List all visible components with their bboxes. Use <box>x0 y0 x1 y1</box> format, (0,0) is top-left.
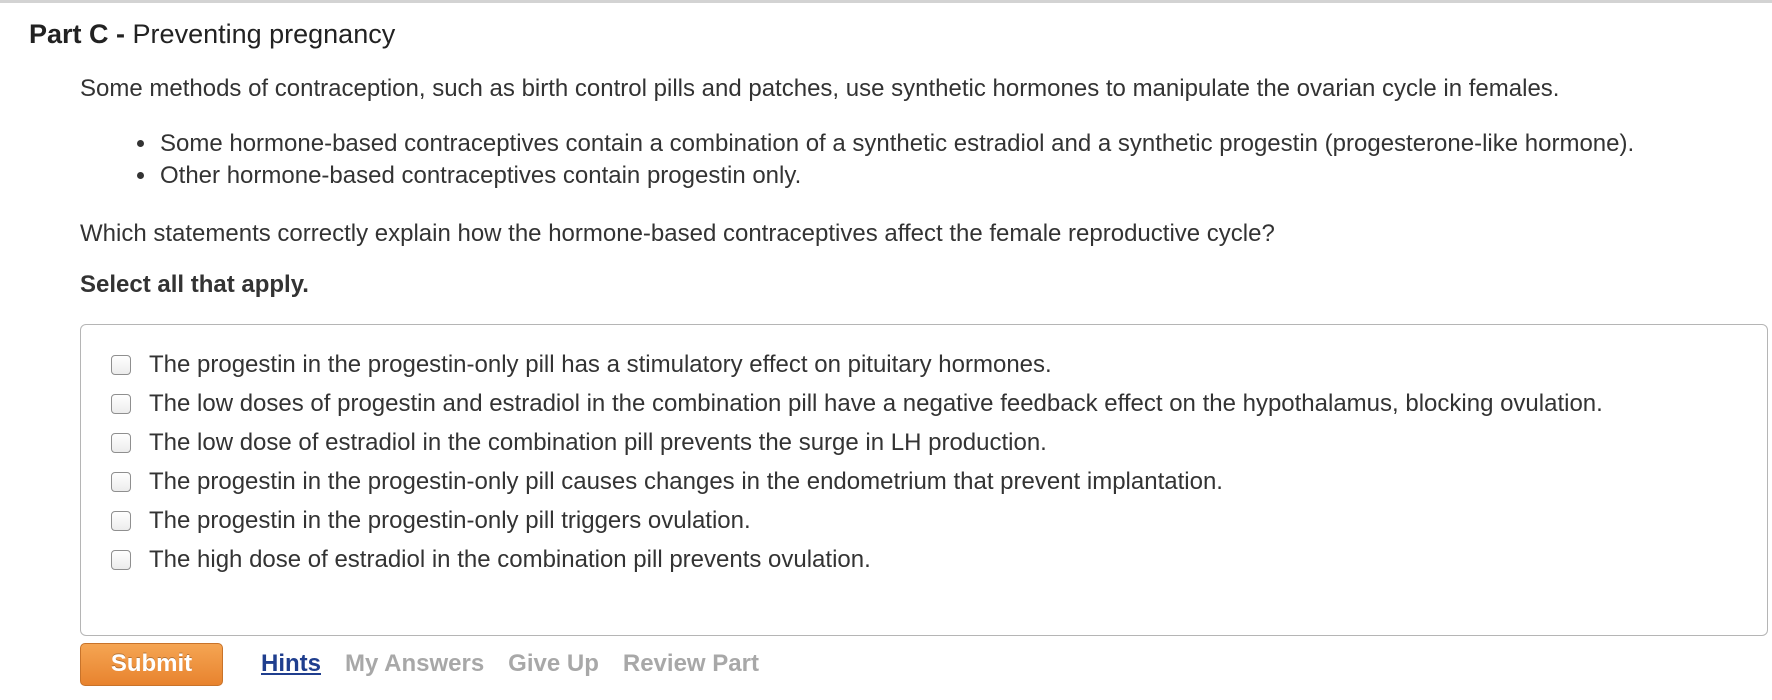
option-label: The progestin in the progestin-only pill has a stimulatory effect on pituitary hormones. <box>149 351 1052 378</box>
option-checkbox[interactable] <box>111 472 131 492</box>
option-checkbox[interactable] <box>111 394 131 414</box>
answer-option[interactable] <box>111 503 751 539</box>
review-part-link: Review Part <box>622 650 759 677</box>
intro-text: Some methods of contraception, such as birth control pills and patches, use synthetic hormones to manipulate the ovarian cycle in females. <box>80 75 1560 102</box>
option-checkbox[interactable] <box>111 433 131 453</box>
question-content <box>80 70 1770 301</box>
answer-option[interactable] <box>111 386 1603 422</box>
option-label: The high dose of estradiol in the combination pill prevents ovulation. <box>149 546 871 573</box>
option-label: The low dose of estradiol in the combination pill prevents the surge in LH production. <box>149 429 1047 456</box>
bullet-item: • Other hormone-based contraceptives contain progestin only. <box>158 160 1770 192</box>
part-header <box>29 18 395 50</box>
answer-option[interactable] <box>111 425 1047 461</box>
answer-option[interactable] <box>111 464 1223 500</box>
part-title: Preventing pregnancy <box>132 19 396 49</box>
option-checkbox[interactable] <box>111 355 131 375</box>
question-text: Which statements correctly explain how the hormone-based contraceptives affect the female reproductive cycle? <box>80 220 1275 247</box>
answer-options-box <box>80 324 1768 636</box>
bullet-list <box>80 128 1770 192</box>
option-checkbox[interactable] <box>111 511 131 531</box>
option-label: The progestin in the progestin-only pill triggers ovulation. <box>149 507 751 534</box>
answer-option[interactable] <box>111 347 1052 383</box>
top-divider <box>0 0 1772 3</box>
my-answers-link: My Answers <box>345 650 485 677</box>
answer-option[interactable] <box>111 542 871 578</box>
give-up-link: Give Up <box>508 650 599 677</box>
hints-link[interactable]: Hints <box>261 650 321 677</box>
bullet-item: • Some hormone-based contraceptives contain a combination of a synthetic estradiol and a synthetic progestin (progesterone-like hormone). <box>158 128 1770 160</box>
part-label: Part C - <box>29 19 126 49</box>
instruction-text: Select all that apply. <box>80 271 309 298</box>
submit-button[interactable]: Submit <box>80 643 223 686</box>
option-checkbox[interactable] <box>111 550 131 570</box>
option-label: The progestin in the progestin-only pill causes changes in the endometrium that prevent implantation. <box>149 468 1223 495</box>
option-label: The low doses of progestin and estradiol in the combination pill have a negative feedback effect on the hypothalamus, blocking ovulation. <box>149 390 1603 417</box>
answer-footer <box>80 642 759 686</box>
